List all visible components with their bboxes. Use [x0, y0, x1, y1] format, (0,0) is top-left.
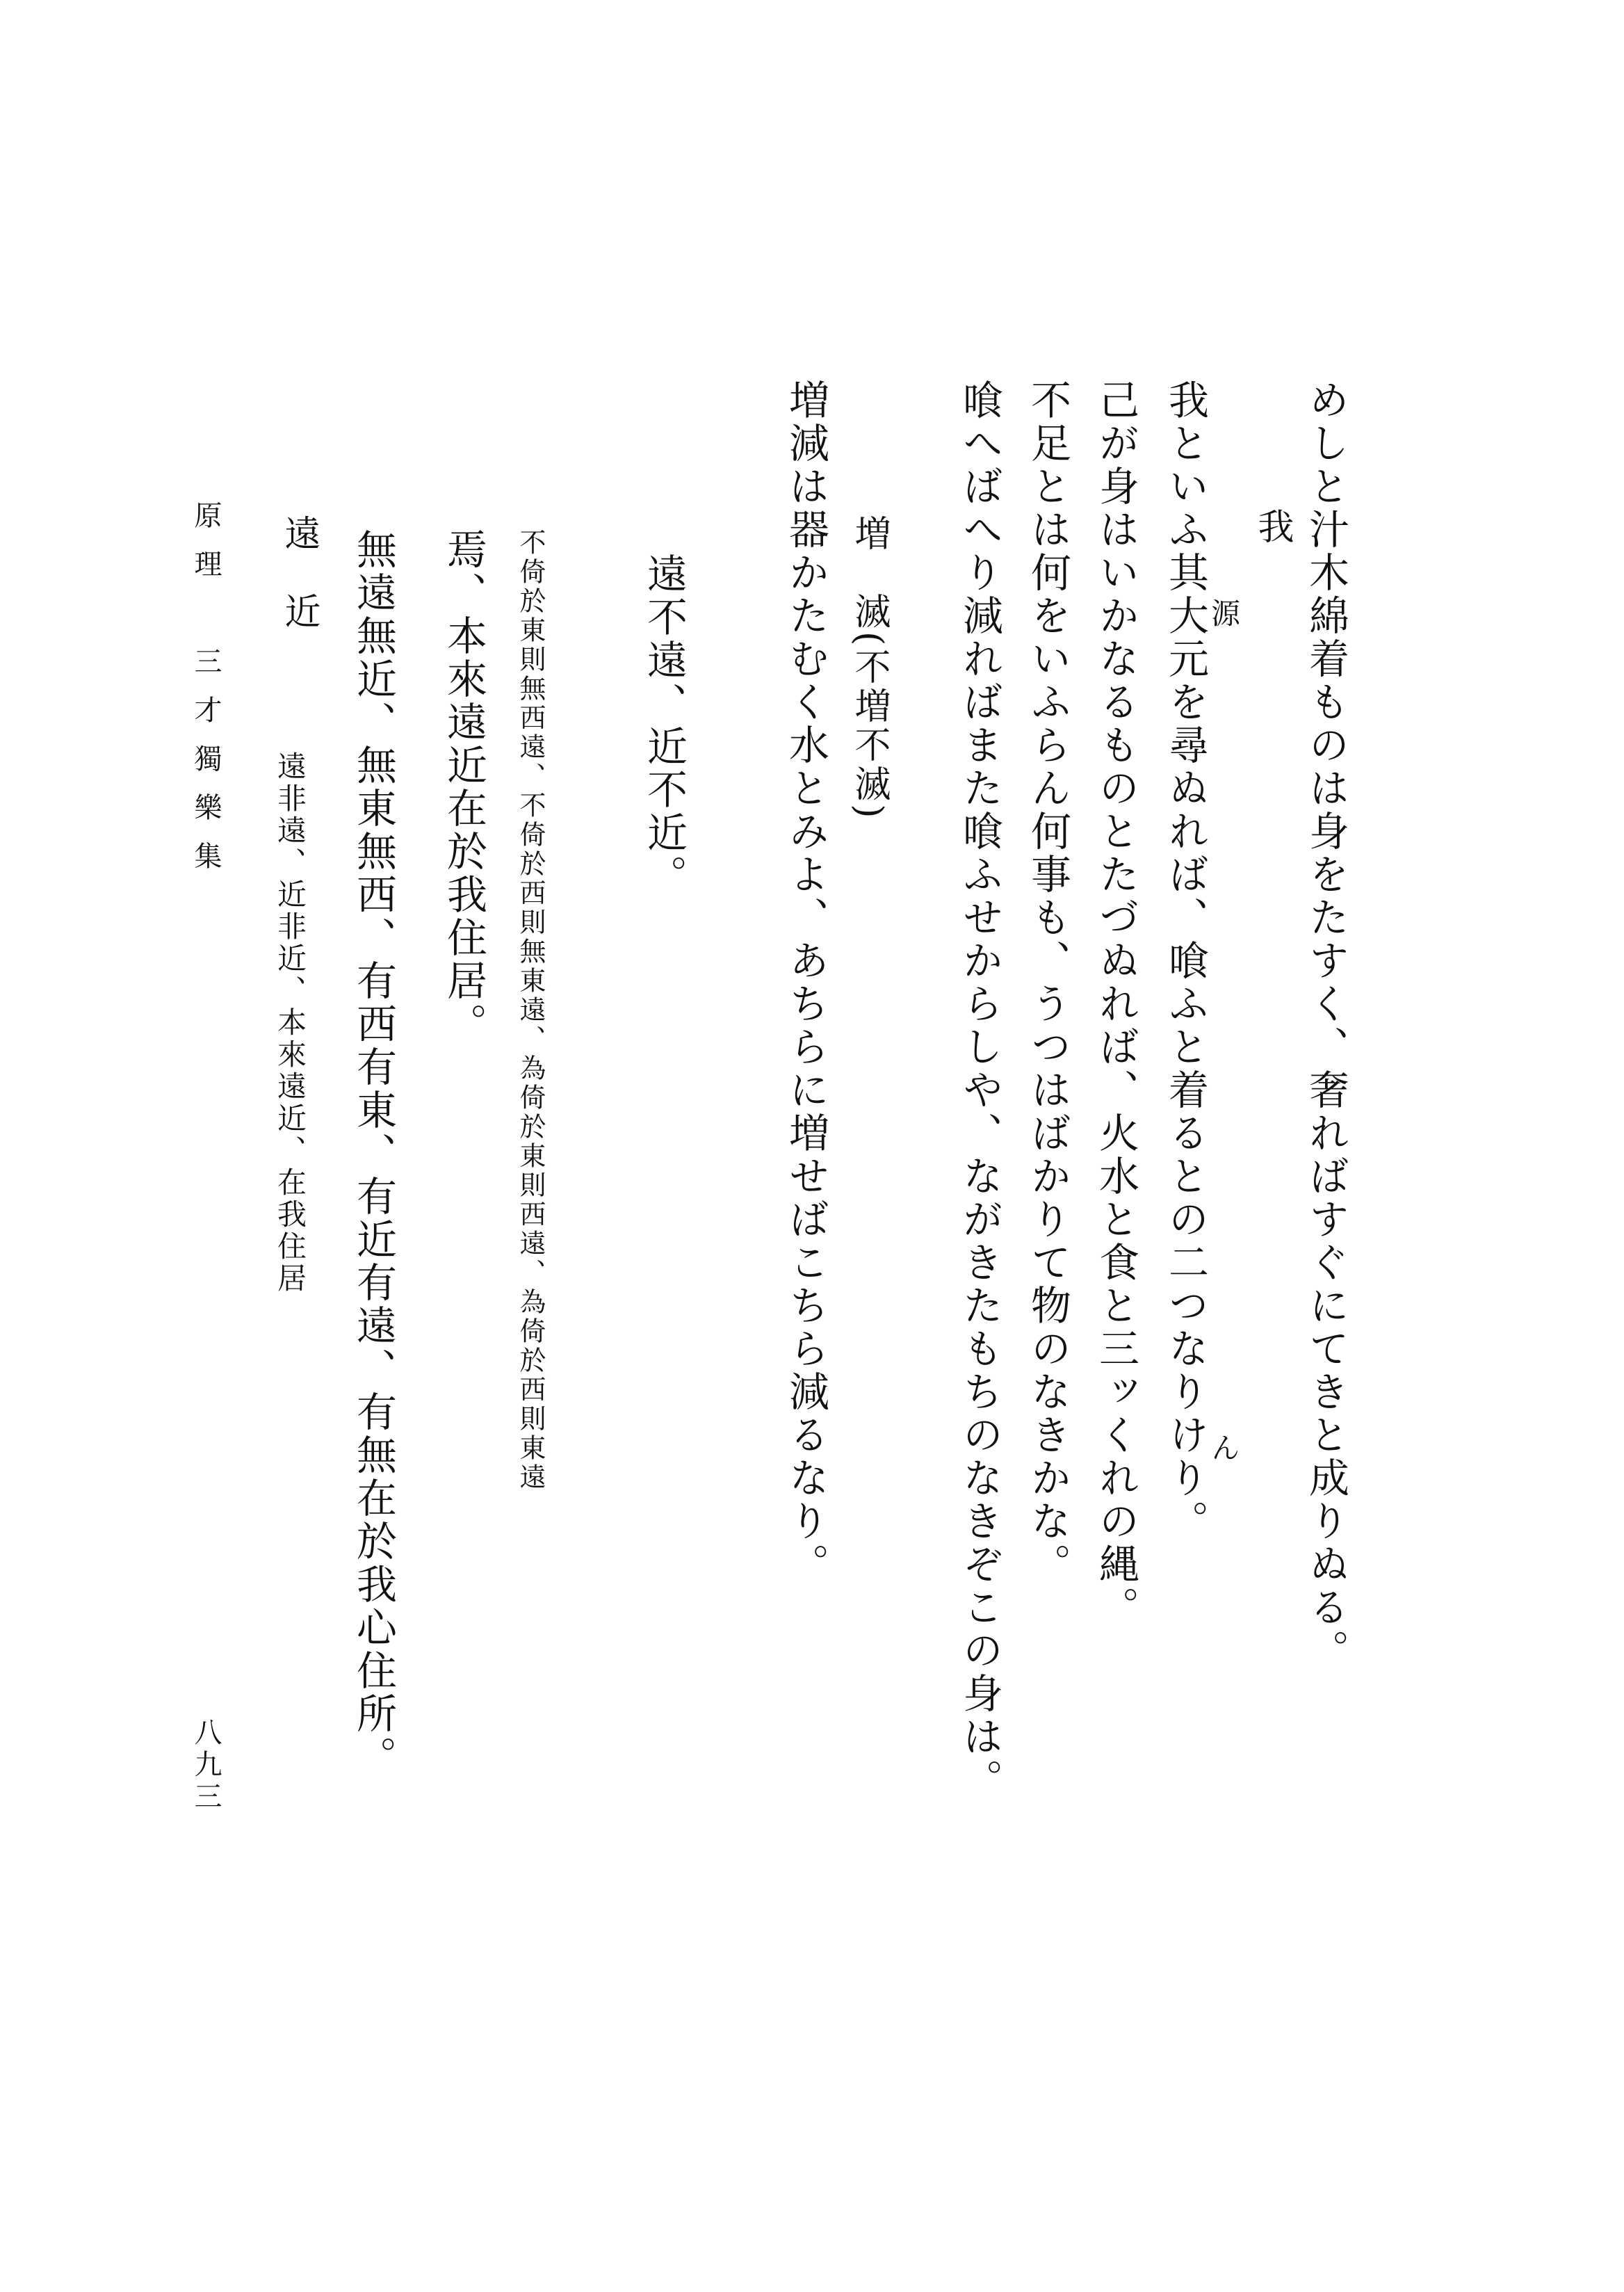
text-column-3: 我といふ其大元を尋ぬれば、喰ふと着るとの二つなりけり。: [1162, 379, 1209, 1543]
text-column-14: 遠非遠、近非近、本來遠近、在我住居: [273, 751, 307, 1295]
running-footer: 原理 三才獨樂集: [190, 501, 222, 890]
section-heading-ware: 我: [1251, 508, 1293, 547]
gloss-minamoto: 源: [1207, 598, 1241, 630]
text-column-1: めしと汁木綿着ものは身をたすく、奢ればすぐにてきと成りぬる。: [1302, 379, 1349, 1672]
text-column-5: 不足とは何をいふらん何事も、うつはばかりて物のなきかな。: [1024, 379, 1071, 1586]
text-column-6: 喰へばへり減ればまた喰ふせからしや、ながきたもちのなきぞこの身は。: [956, 379, 1003, 1802]
text-column-10: 不倚於東則無西遠、不倚於西則無東遠、為倚於東則西遠、為倚於西則東遠: [515, 528, 546, 1492]
text-column-12: 無遠無近、無東無西、有西有東、有近有遠、有無在於我心住所。: [350, 528, 397, 1779]
section-heading-zougen: 増 滅(不増不滅): [848, 515, 890, 821]
text-column-4: 己が身はいかなるものとたづぬれば、火水と食と三ッくれの縄。: [1092, 379, 1139, 1629]
section-heading-enkin: 遠 近: [278, 515, 320, 631]
text-column-8: 増減は器かたむく水とみよ、あちらに増せばこちら減るなり。: [782, 379, 829, 1586]
page-number: 八九三: [190, 1718, 222, 1814]
text-column-11: 焉、本來遠近在於我住居。: [440, 528, 487, 1046]
text-column-9: 遠不遠、近不近。: [640, 553, 688, 898]
gloss-n: ん: [1207, 1432, 1241, 1464]
